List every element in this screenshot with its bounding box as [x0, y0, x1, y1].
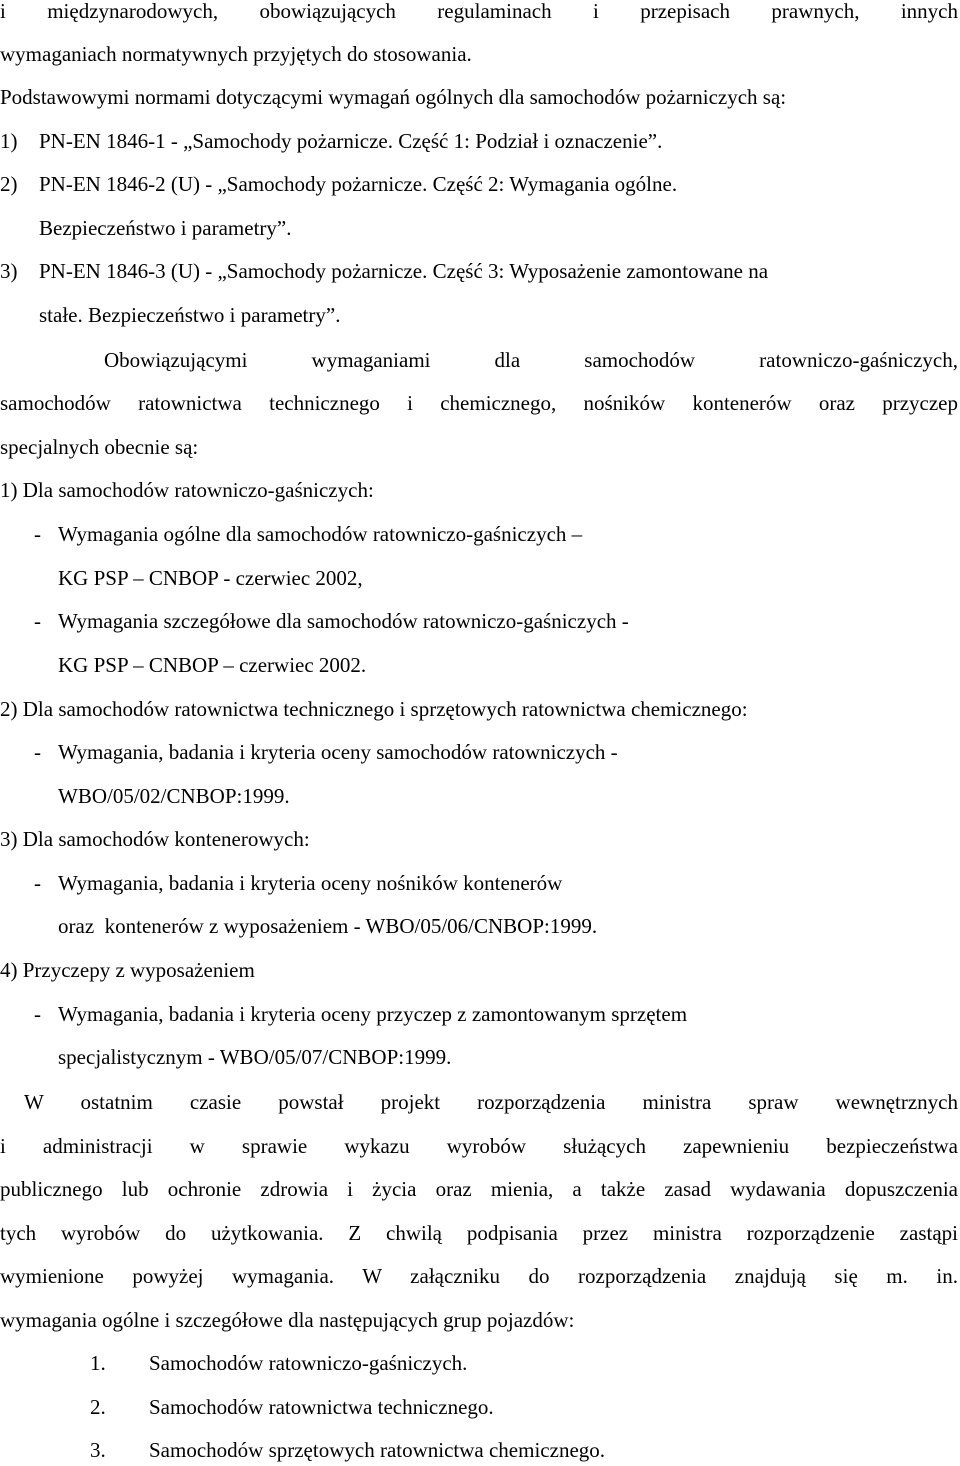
section-heading: 3) Dla samochodów kontenerowych: [0, 827, 310, 851]
list-dash: - [34, 609, 41, 633]
intro-line-1: i międzynarodowych, obowiązujących regulaminach i przepisach prawnych, innych [0, 0, 958, 23]
intro-line-3: Podstawowymi normami dotyczącymi wymagań ogólnych dla samochodów pożarniczych są: [0, 85, 787, 109]
group-number: 2. [90, 1395, 106, 1419]
list-item-text: specjalistycznym - WBO/05/07/CNBOP:1999. [58, 1045, 452, 1069]
list-dash: - [34, 522, 41, 546]
norm-text: stałe. Bezpieczeństwo i parametry”. [39, 303, 341, 327]
list-item-text: WBO/05/02/CNBOP:1999. [58, 784, 290, 808]
section-heading: 4) Przyczepy z wyposażeniem [0, 958, 255, 982]
paragraph-line: Obowiązującymi wymaganiami dla samochodów ratowniczo-gaśniczych, [104, 348, 958, 372]
list-item-text: Wymagania, badania i kryteria oceny samochodów ratowniczych - [58, 740, 618, 764]
norm-number: 1) [0, 129, 18, 153]
paragraph-line: tych wyrobów do użytkowania. Z chwilą podpisania przez ministra rozporządzenie zastąpi [0, 1221, 958, 1245]
paragraph-line: wymienione powyżej wymagania. W załączniku do rozporządzenia znajdują się m. in. [0, 1264, 958, 1288]
list-item-text: Wymagania, badania i kryteria oceny przyczep z zamontowanym sprzętem [58, 1002, 688, 1026]
norm-text: PN-EN 1846-2 (U) - „Samochody pożarnicze. Część 2: Wymagania ogólne. [39, 172, 678, 196]
group-label: Samochodów sprzętowych ratownictwa chemicznego. [149, 1438, 606, 1462]
norm-number: 3) [0, 259, 18, 283]
section-heading: 1) Dla samochodów ratowniczo-gaśniczych: [0, 478, 374, 502]
list-item-text: Wymagania, badania i kryteria oceny nośników kontenerów [58, 871, 563, 895]
list-dash: - [34, 740, 41, 764]
norm-number: 2) [0, 172, 18, 196]
paragraph-line: wymagania ogólne i szczegółowe dla następujących grup pojazdów: [0, 1308, 575, 1332]
list-dash: - [34, 1002, 41, 1026]
paragraph-line: samochodów ratownictwa technicznego i chemicznego, nośników kontenerów oraz przyczep [0, 391, 958, 415]
group-number: 3. [90, 1438, 106, 1462]
list-item-text: KG PSP – CNBOP – czerwiec 2002. [58, 653, 367, 677]
group-number: 1. [90, 1351, 106, 1375]
list-dash: - [34, 871, 41, 895]
paragraph-line: publicznego lub ochronie zdrowia i życia oraz mienia, a także zasad wydawania dopuszczenia [0, 1177, 958, 1201]
paragraph-line: i administracji w sprawie wykazu wyrobów służących zapewnieniu bezpieczeństwa [0, 1134, 958, 1158]
paragraph-line: specjalnych obecnie są: [0, 435, 199, 459]
list-item-text: Wymagania ogólne dla samochodów ratowniczo-gaśniczych – [58, 522, 583, 546]
norm-text: PN-EN 1846-1 - „Samochody pożarnicze. Część 1: Podział i oznaczenie”. [39, 129, 663, 153]
list-item-text: KG PSP – CNBOP - czerwiec 2002, [58, 566, 363, 590]
norm-text: PN-EN 1846-3 (U) - „Samochody pożarnicze. Część 3: Wyposażenie zamontowane na [39, 259, 769, 283]
norm-text: Bezpieczeństwo i parametry”. [39, 216, 292, 240]
group-label: Samochodów ratowniczo-gaśniczych. [149, 1351, 468, 1375]
section-heading: 2) Dla samochodów ratownictwa technicznego i sprzętowych ratownictwa chemicznego: [0, 697, 748, 721]
group-label: Samochodów ratownictwa technicznego. [149, 1395, 494, 1419]
list-item-text: Wymagania szczegółowe dla samochodów ratowniczo-gaśniczych - [58, 609, 629, 633]
intro-line-2: wymaganiach normatywnych przyjętych do stosowania. [0, 42, 472, 66]
paragraph-line: W ostatnim czasie powstał projekt rozporządzenia ministra spraw wewnętrznych [24, 1090, 958, 1114]
list-item-text: oraz kontenerów z wyposażeniem - WBO/05/06/CNBOP:1999. [58, 914, 598, 938]
